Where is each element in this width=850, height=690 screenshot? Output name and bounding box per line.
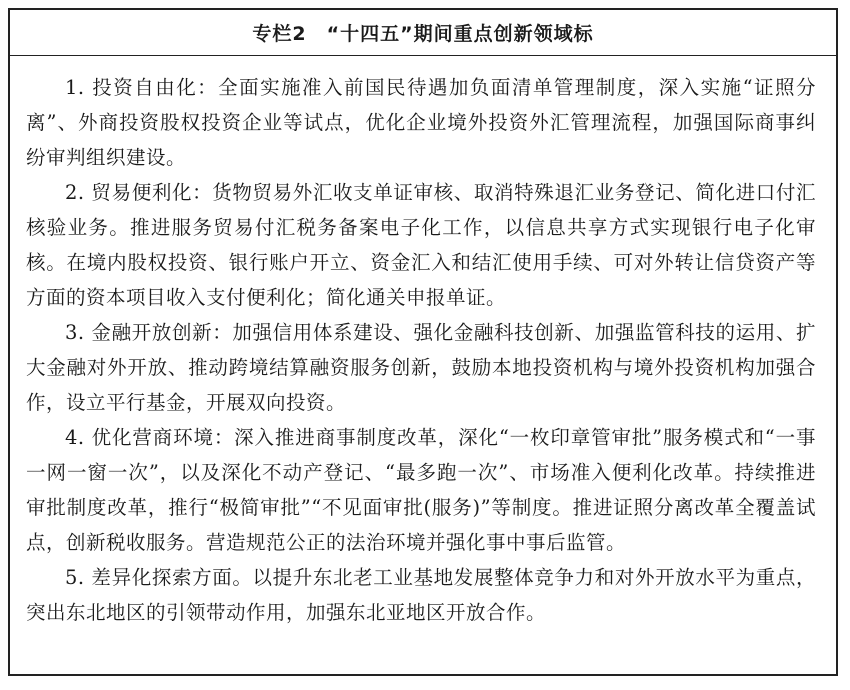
column-content [10, 56, 836, 630]
paragraph-financial-opening: 3. 金融开放创新：加强信用体系建设、强化金融科技创新、加强监管科技的运用、扩大金融对外开放、推动跨境结算融资服务创新，鼓励本地投资机构与境外投资机构加强合作，设立平行基金，开展双向投资。 [26, 321, 816, 414]
paragraph-differentiated-exploration: 5. 差异化探索方面。以提升东北老工业基地发展整体竞争力和对外开放水平为重点，突出东北地区的引领带动作用，加强东北亚地区开放合作。 [26, 566, 816, 624]
column-box [8, 8, 838, 676]
paragraph-business-environment: 4. 优化营商环境：深入推进商事制度改革，深化“一枚印章管审批”服务模式和“一事一网一窗一次”，以及深化不动产登记、“最多跑一次”、市场准入便利化改革。持续推进审批制度改革，推行“极简审批”“不见面审批(服务)”等制度。推进证照分离改革全覆盖试点，创新税收服务。营造规范公正的法治环境并强化事中事后监管。 [26, 426, 816, 554]
paragraph-investment-liberalization: 1. 投资自由化：全面实施准入前国民待遇加负面清单管理制度，深入实施“证照分离”、外商投资股权投资企业等试点，优化企业境外投资外汇管理流程，加强国际商事纠纷审判组织建设。 [26, 76, 816, 169]
column-title: 专栏2 “十四五”期间重点创新领域标 [252, 23, 594, 45]
title-bar [10, 10, 836, 56]
paragraph-trade-facilitation: 2. 贸易便利化：货物贸易外汇收支单证审核、取消特殊退汇业务登记、简化进口付汇核验业务。推进服务贸易付汇税务备案电子化工作，以信息共享方式实现银行电子化审核。在境内股权投资、银行账户开立、资金汇入和结汇使用手续、可对外转让信贷资产等方面的资本项目收入支付便利化；简化通关申报单证。 [26, 181, 816, 309]
